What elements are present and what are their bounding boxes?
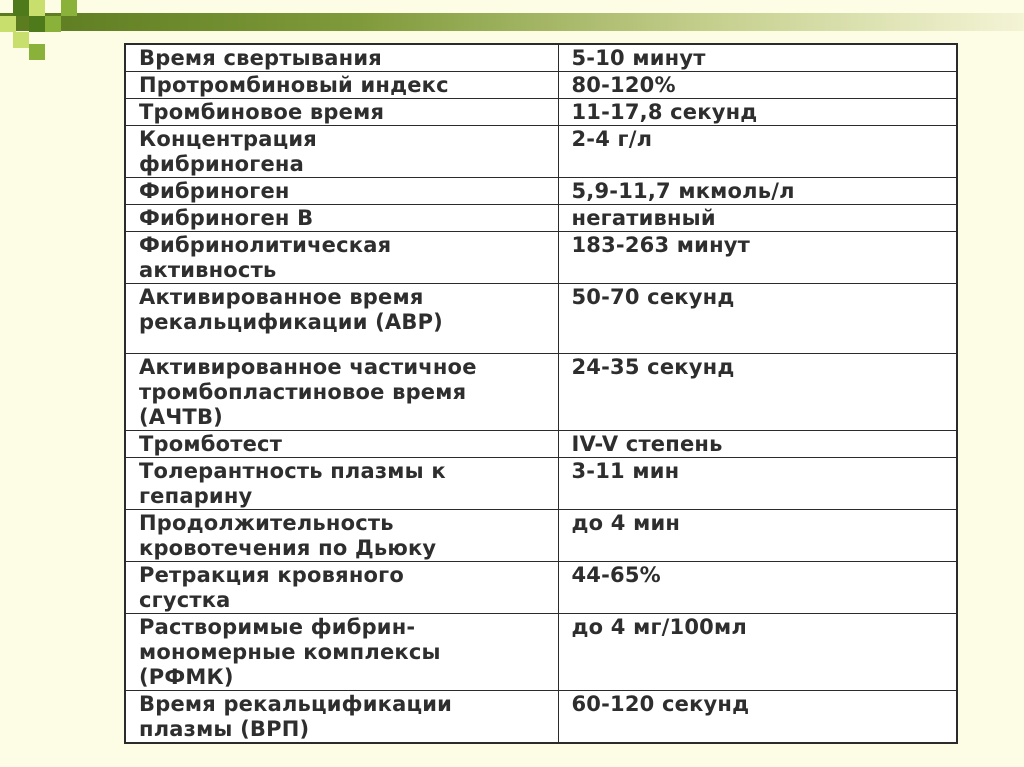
coagulation-reference-table [124, 43, 958, 744]
param-cell: Фибриноген В [125, 205, 558, 232]
table-row [125, 510, 957, 562]
value-cell: IV-V степень [558, 431, 957, 458]
value-cell: 2-4 г/л [558, 126, 957, 178]
value-cell: 80-120% [558, 72, 957, 99]
decor-square [13, 0, 29, 16]
param-cell: Продолжительность кровотечения по Дьюку [125, 510, 558, 562]
decor-square [29, 16, 45, 32]
table-row [125, 354, 957, 431]
value-cell: 11-17,8 секунд [558, 99, 957, 126]
table-row [125, 284, 957, 354]
table-row [125, 126, 957, 178]
param-cell: Фибриноген [125, 178, 558, 205]
value-cell: 183-263 минут [558, 232, 957, 284]
value-cell: 60-120 секунд [558, 691, 957, 744]
table-row [125, 178, 957, 205]
value-cell: 5,9-11,7 мкмоль/л [558, 178, 957, 205]
param-cell: Растворимые фибрин- мономерные комплексы (РФМК) [125, 614, 558, 691]
reference-table-container [124, 43, 958, 744]
param-cell: Активированное время рекальцификации (АВР) [125, 284, 558, 354]
value-cell: 3-11 мин [558, 458, 957, 510]
table-row [125, 44, 957, 72]
table-row [125, 691, 957, 744]
decor-square [29, 44, 45, 60]
param-cell: Время свертывания [125, 44, 558, 72]
value-cell: до 4 мг/100мл [558, 614, 957, 691]
param-cell: Фибринолитическая активность [125, 232, 558, 284]
decor-square [29, 0, 45, 16]
table-row [125, 562, 957, 614]
value-cell: 24-35 секунд [558, 354, 957, 431]
param-cell: Активированное частичное тромбопластиновое время (АЧТВ) [125, 354, 558, 431]
decor-square [45, 16, 61, 32]
table-body [125, 44, 957, 743]
table-row [125, 205, 957, 232]
param-cell: Концентрация фибриногена [125, 126, 558, 178]
value-cell: 44-65% [558, 562, 957, 614]
param-cell: Тромботест [125, 431, 558, 458]
param-cell: Протромбиновый индекс [125, 72, 558, 99]
table-row [125, 431, 957, 458]
table-row [125, 458, 957, 510]
table-row [125, 72, 957, 99]
table-row [125, 99, 957, 126]
header-decoration-band [0, 13, 1024, 31]
param-cell: Толерантность плазмы к гепарину [125, 458, 558, 510]
value-cell: 50-70 секунд [558, 284, 957, 354]
decor-square [13, 32, 29, 48]
value-cell: до 4 мин [558, 510, 957, 562]
value-cell: негативный [558, 205, 957, 232]
param-cell: Тромбиновое время [125, 99, 558, 126]
param-cell: Ретракция кровяного сгустка [125, 562, 558, 614]
table-row [125, 232, 957, 284]
decor-square [0, 16, 16, 32]
value-cell: 5-10 минут [558, 44, 957, 72]
decor-square [61, 0, 77, 16]
param-cell: Время рекальцификации плазмы (ВРП) [125, 691, 558, 744]
table-row [125, 614, 957, 691]
